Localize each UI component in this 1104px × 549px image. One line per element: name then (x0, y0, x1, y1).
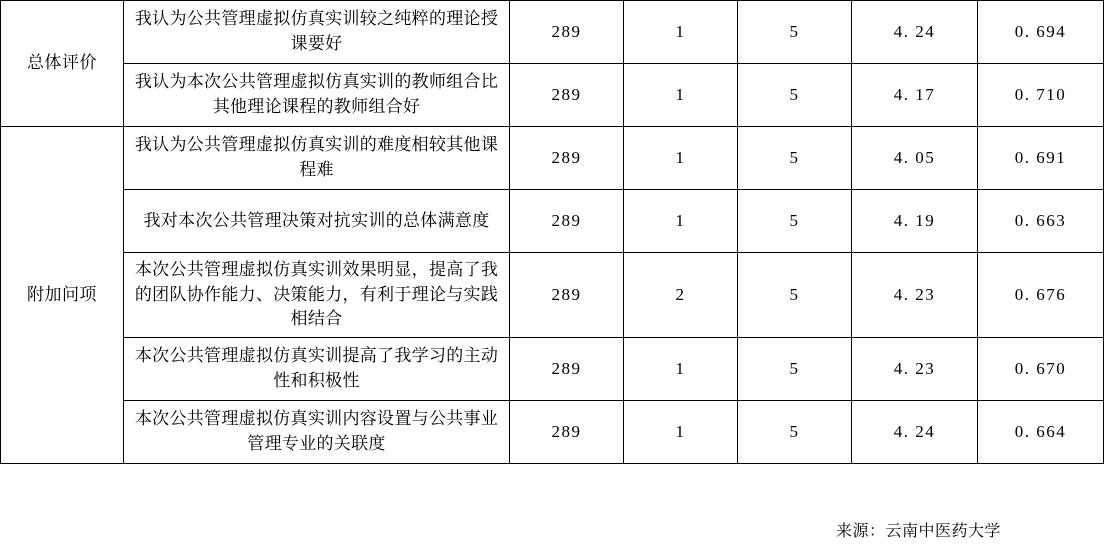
item-mean: 4. 23 (852, 338, 978, 401)
item-max: 5 (738, 338, 852, 401)
item-max: 5 (738, 1, 852, 64)
item-min: 1 (624, 190, 738, 253)
item-count: 289 (510, 1, 624, 64)
item-sd: 0. 663 (978, 190, 1104, 253)
item-min: 1 (624, 401, 738, 464)
item-text: 本次公共管理虚拟仿真实训内容设置与公共事业管理专业的关联度 (124, 401, 510, 464)
item-sd: 0. 710 (978, 64, 1104, 127)
item-min: 1 (624, 338, 738, 401)
item-count: 289 (510, 127, 624, 190)
item-max: 5 (738, 127, 852, 190)
item-sd: 0. 670 (978, 338, 1104, 401)
item-min: 1 (624, 64, 738, 127)
table-row (1, 64, 1104, 127)
item-min: 2 (624, 253, 738, 338)
table-body (1, 1, 1104, 464)
item-text: 本次公共管理虚拟仿真实训提高了我学习的主动性和积极性 (124, 338, 510, 401)
table-row (1, 127, 1104, 190)
item-max: 5 (738, 64, 852, 127)
table-row (1, 1, 1104, 64)
item-text: 本次公共管理虚拟仿真实训效果明显，提高了我的团队协作能力、决策能力，有利于理论与实践相结合 (124, 253, 510, 338)
item-mean: 4. 19 (852, 190, 978, 253)
item-min: 1 (624, 1, 738, 64)
table-row (1, 338, 1104, 401)
item-sd: 0. 664 (978, 401, 1104, 464)
item-count: 289 (510, 338, 624, 401)
item-mean: 4. 23 (852, 253, 978, 338)
item-sd: 0. 691 (978, 127, 1104, 190)
item-mean: 4. 05 (852, 127, 978, 190)
table-row (1, 401, 1104, 464)
item-count: 289 (510, 253, 624, 338)
table-row (1, 190, 1104, 253)
item-mean: 4. 24 (852, 1, 978, 64)
item-count: 289 (510, 64, 624, 127)
source-caption: 来源：云南中医药大学 (835, 523, 1001, 540)
item-max: 5 (738, 190, 852, 253)
table-row (1, 253, 1104, 338)
group-label-overall: 总体评价 (1, 1, 124, 127)
item-text: 我认为本次公共管理虚拟仿真实训的教师组合比其他理论课程的教师组合好 (124, 64, 510, 127)
item-text: 我认为公共管理虚拟仿真实训的难度相较其他课程难 (124, 127, 510, 190)
item-count: 289 (510, 401, 624, 464)
item-text: 我对本次公共管理决策对抗实训的总体满意度 (124, 190, 510, 253)
item-min: 1 (624, 127, 738, 190)
item-sd: 0. 676 (978, 253, 1104, 338)
item-mean: 4. 17 (852, 64, 978, 127)
item-mean: 4. 24 (852, 401, 978, 464)
item-count: 289 (510, 190, 624, 253)
item-max: 5 (738, 253, 852, 338)
item-sd: 0. 694 (978, 1, 1104, 64)
item-text: 我认为公共管理虚拟仿真实训较之纯粹的理论授课要好 (124, 1, 510, 64)
item-max: 5 (738, 401, 852, 464)
group-label-additional: 附加问项 (1, 127, 124, 464)
